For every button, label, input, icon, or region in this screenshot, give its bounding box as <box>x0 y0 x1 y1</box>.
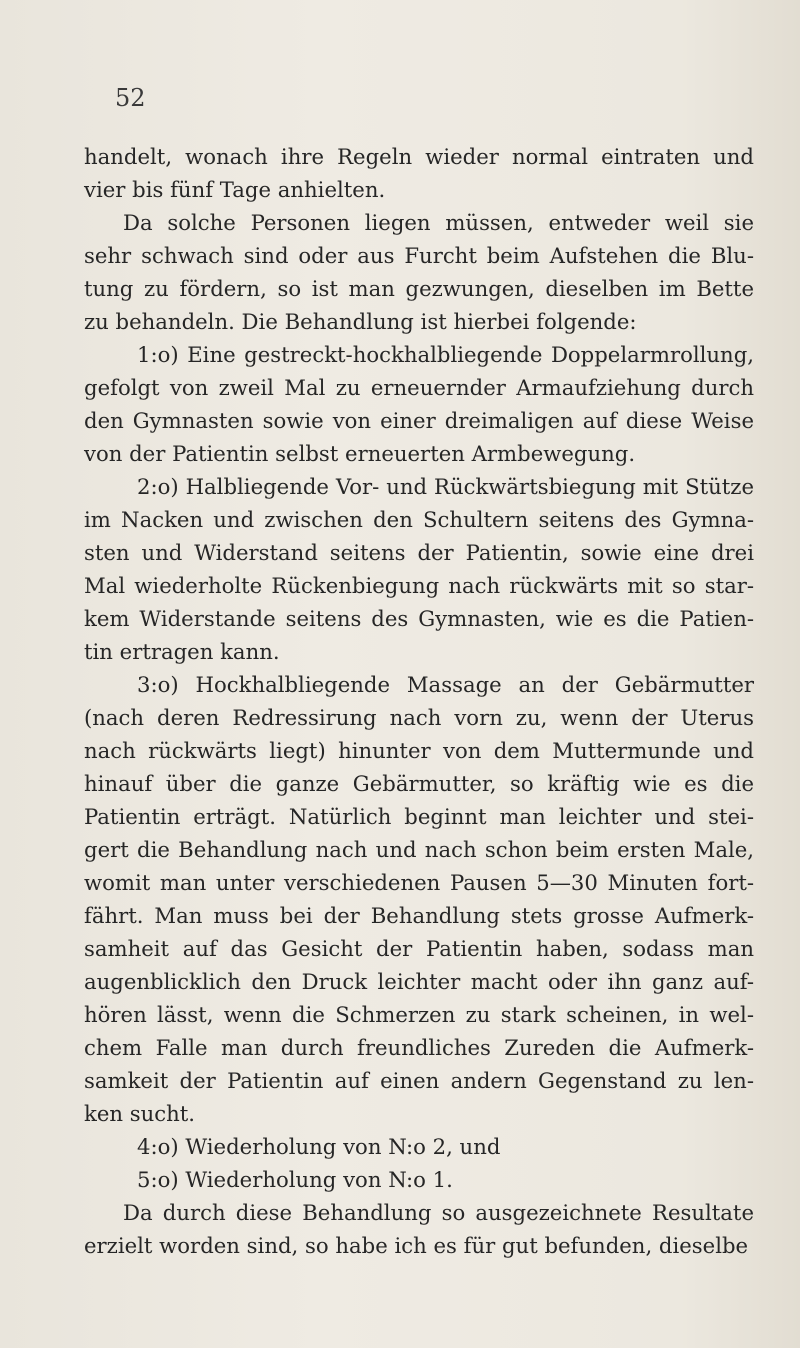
text-line: zu behandeln. Die Behandlung ist hierbei folgende: <box>84 309 637 334</box>
text-line: Da solche Personen liegen müssen, entweder weil sie <box>123 210 754 235</box>
text-line: gert die Behandlung nach und nach schon beim ersten Male, <box>84 837 754 862</box>
text-line: von der Patientin selbst erneuerten Armbewegung. <box>84 441 636 466</box>
text-line: fährt. Man muss bei der Behandlung stets grosse Aufmerk- <box>84 903 754 928</box>
text-line: samkeit der Patientin auf einen andern Gegenstand zu len- <box>84 1068 754 1093</box>
text-line: 5:o) Wiederholung von N:o 1. <box>137 1167 453 1192</box>
text-line: nach rückwärts liegt) hinunter von dem Muttermunde und <box>84 738 754 763</box>
text-line: (nach deren Redressirung nach vorn zu, wenn der Uterus <box>84 705 754 730</box>
text-line: samheit auf das Gesicht der Patientin haben, sodass man <box>84 936 754 961</box>
text-line: Patientin erträgt. Natürlich beginnt man leichter und stei- <box>84 804 754 829</box>
text-line: tin ertragen kann. <box>84 639 280 664</box>
text-line: Mal wiederholte Rückenbiegung nach rückwärts mit so star- <box>84 573 754 598</box>
text-line: 4:o) Wiederholung von N:o 2, und <box>137 1134 501 1159</box>
text-line: sehr schwach sind oder aus Furcht beim Aufstehen die Blu- <box>84 243 754 268</box>
page-number: 52 <box>115 84 146 112</box>
text-line: im Nacken und zwischen den Schultern seitens des Gymna- <box>84 507 754 532</box>
text-line: ken sucht. <box>84 1101 196 1126</box>
text-line: chem Falle man durch freundliches Zureden die Aufmerk- <box>84 1035 754 1060</box>
text-line: handelt, wonach ihre Regeln wieder normal eintraten und <box>84 144 754 169</box>
text-line: vier bis fünf Tage anhielten. <box>84 177 386 202</box>
text-line: hinauf über die ganze Gebärmutter, so kräftig wie es die <box>84 771 754 796</box>
text-line: 1:o) Eine gestreckt-hockhalbliegende Doppelarmrollung, <box>137 342 754 367</box>
text-line: womit man unter verschiedenen Pausen 5—30 Minuten fort- <box>84 870 754 895</box>
body-text <box>84 140 754 1262</box>
text-line: sten und Widerstand seitens der Patientin, sowie eine drei <box>84 540 754 565</box>
text-line: den Gymnasten sowie von einer dreimaligen auf diese Weise <box>84 408 754 433</box>
text-line: augenblicklich den Druck leichter macht oder ihn ganz auf- <box>84 969 754 994</box>
text-line: gefolgt von zweil Mal zu erneuernder Armaufziehung durch <box>84 375 754 400</box>
text-line: 2:o) Halbliegende Vor- und Rückwärtsbiegung mit Stütze <box>137 474 754 499</box>
text-line: 3:o) Hockhalbliegende Massage an der Gebärmutter <box>137 672 754 697</box>
text-line: erzielt worden sind, so habe ich es für gut befunden, dieselbe <box>84 1233 749 1258</box>
text-line: tung zu fördern, so ist man gezwungen, dieselben im Bette <box>84 276 754 301</box>
text-line: Da durch diese Behandlung so ausgezeichnete Resultate <box>123 1200 754 1225</box>
text-line: hören lässt, wenn die Schmerzen zu stark scheinen, in wel- <box>84 1002 754 1027</box>
text-line: kem Widerstande seitens des Gymnasten, wie es die Patien- <box>84 606 754 631</box>
